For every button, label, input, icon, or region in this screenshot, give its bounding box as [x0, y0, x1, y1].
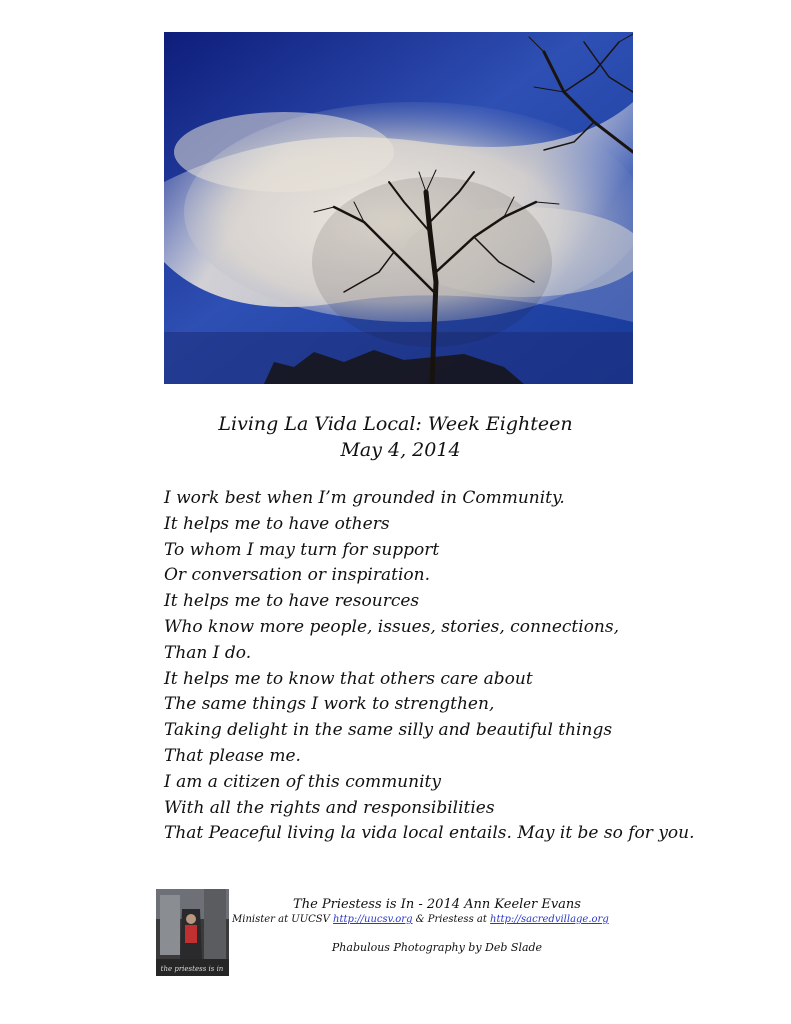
poem-line: That Peaceful living la vida local entails. May it be so for you.	[164, 823, 695, 844]
sacredvillage-link[interactable]: http://sacredvillage.org	[490, 914, 609, 925]
poem-line: To whom I may turn for support	[164, 539, 440, 560]
sky-tree-photo	[164, 32, 633, 384]
footer-title: The Priestess is In - 2014 Ann Keeler Evans	[293, 897, 581, 912]
uucsv-link[interactable]: http://uucsv.org	[333, 914, 413, 925]
poem-line: It helps me to have others	[164, 513, 390, 534]
poem-line: I am a citizen of this community	[164, 771, 441, 792]
poem-line: That please me.	[164, 745, 301, 766]
poem-line: Than I do.	[164, 642, 252, 663]
poem-line: The same things I work to strengthen,	[164, 694, 495, 715]
poem-line: With all the rights and responsibilities	[164, 797, 495, 818]
priestess-thumbnail	[156, 889, 229, 976]
poem-line: Or conversation or inspiration.	[164, 565, 430, 586]
poem	[164, 486, 764, 847]
title-line: Living La Vida Local: Week Eighteen	[218, 413, 573, 435]
poem-line: Who know more people, issues, stories, connections,	[164, 616, 619, 637]
footer	[232, 896, 632, 955]
thumbnail-caption: the priestess is in	[160, 965, 224, 973]
poem-line: It helps me to know that others care about	[164, 668, 533, 689]
title-date: May 4, 2014	[340, 439, 461, 461]
minister-label: Minister at UUCSV	[232, 914, 334, 925]
poem-line: It helps me to have resources	[164, 591, 420, 612]
poem-line: Taking delight in the same silly and beautiful things	[164, 720, 613, 741]
priestess-label: & Priestess at	[412, 914, 491, 925]
photo-credit: Phabulous Photography by Deb Slade	[331, 941, 543, 954]
poem-line: I work best when I’m grounded in Community.	[164, 488, 565, 508]
page-title	[0, 411, 791, 463]
footer-links-line	[232, 913, 632, 927]
